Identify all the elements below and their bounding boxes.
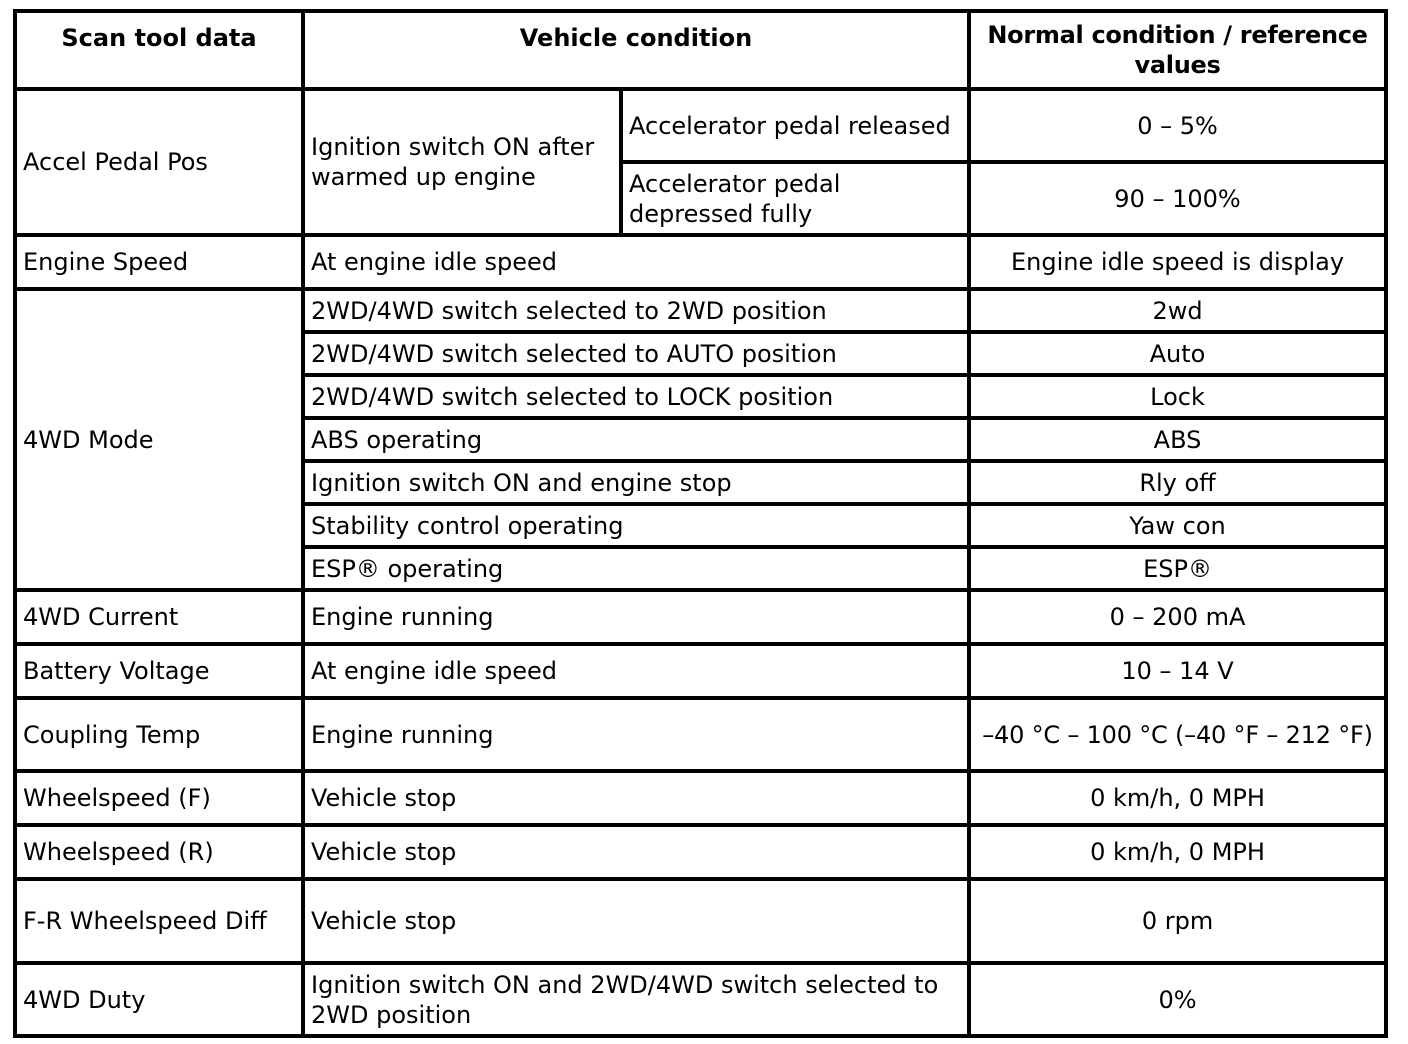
condition: Vehicle stop <box>303 771 969 825</box>
reference-value: Yaw con <box>969 504 1386 547</box>
item-coupling-temp: Coupling Temp <box>15 698 303 771</box>
condition: 2WD/4WD switch selected to LOCK position <box>303 375 969 418</box>
reference-value: 0% <box>969 963 1386 1036</box>
reference-value: 0 km/h, 0 MPH <box>969 825 1386 879</box>
reference-value: –40 °C – 100 °C (–40 °F – 212 °F) <box>969 698 1386 771</box>
sub-condition: Accelerator pedal depressed fully <box>621 162 969 235</box>
reference-value: 0 rpm <box>969 879 1386 963</box>
item-wheelspeed-r: Wheelspeed (R) <box>15 825 303 879</box>
reference-value: ABS <box>969 418 1386 461</box>
reference-value: 2wd <box>969 289 1386 332</box>
table-row <box>15 963 1386 1036</box>
table-row <box>15 825 1386 879</box>
condition: Stability control operating <box>303 504 969 547</box>
item-engine-speed: Engine Speed <box>15 235 303 289</box>
reference-value: Lock <box>969 375 1386 418</box>
condition: ESP® operating <box>303 547 969 590</box>
header-scan-tool-data: Scan tool data <box>15 11 303 89</box>
table-row <box>15 644 1386 698</box>
condition: Ignition switch ON and 2WD/4WD switch selected to 2WD position <box>303 963 969 1036</box>
table-row <box>15 698 1386 771</box>
table-row <box>15 235 1386 289</box>
condition: ABS operating <box>303 418 969 461</box>
condition: Vehicle stop <box>303 879 969 963</box>
reference-value: 90 – 100% <box>969 162 1386 235</box>
condition: Ignition switch ON and engine stop <box>303 461 969 504</box>
item-wheelspeed-f: Wheelspeed (F) <box>15 771 303 825</box>
scan-tool-data-table <box>13 9 1388 1038</box>
item-accel-pedal-pos: Accel Pedal Pos <box>15 89 303 235</box>
reference-value: 0 km/h, 0 MPH <box>969 771 1386 825</box>
item-4wd-current: 4WD Current <box>15 590 303 644</box>
reference-value: ESP® <box>969 547 1386 590</box>
item-fr-wheelspeed-diff: F-R Wheelspeed Diff <box>15 879 303 963</box>
item-battery-voltage: Battery Voltage <box>15 644 303 698</box>
condition: Engine running <box>303 590 969 644</box>
condition: 2WD/4WD switch selected to AUTO position <box>303 332 969 375</box>
sub-condition: Accelerator pedal released <box>621 89 969 162</box>
reference-value: 0 – 5% <box>969 89 1386 162</box>
header-vehicle-condition: Vehicle condition <box>303 11 969 89</box>
condition: Engine running <box>303 698 969 771</box>
condition: 2WD/4WD switch selected to 2WD position <box>303 289 969 332</box>
condition: Vehicle stop <box>303 825 969 879</box>
reference-value: Auto <box>969 332 1386 375</box>
header-reference-values: Normal condition / reference values <box>969 11 1386 89</box>
condition: At engine idle speed <box>303 235 969 289</box>
item-4wd-mode: 4WD Mode <box>15 289 303 590</box>
table-row <box>15 879 1386 963</box>
item-4wd-duty: 4WD Duty <box>15 963 303 1036</box>
reference-value: 0 – 200 mA <box>969 590 1386 644</box>
reference-value: 10 – 14 V <box>969 644 1386 698</box>
condition-accel-pedal-pos: Ignition switch ON after warmed up engine <box>303 89 621 235</box>
reference-value: Rly off <box>969 461 1386 504</box>
table-row <box>15 289 1386 332</box>
table-row <box>15 771 1386 825</box>
table-row <box>15 89 1386 162</box>
table-row <box>15 590 1386 644</box>
reference-value: Engine idle speed is display <box>969 235 1386 289</box>
header-row <box>15 11 1386 89</box>
condition: At engine idle speed <box>303 644 969 698</box>
